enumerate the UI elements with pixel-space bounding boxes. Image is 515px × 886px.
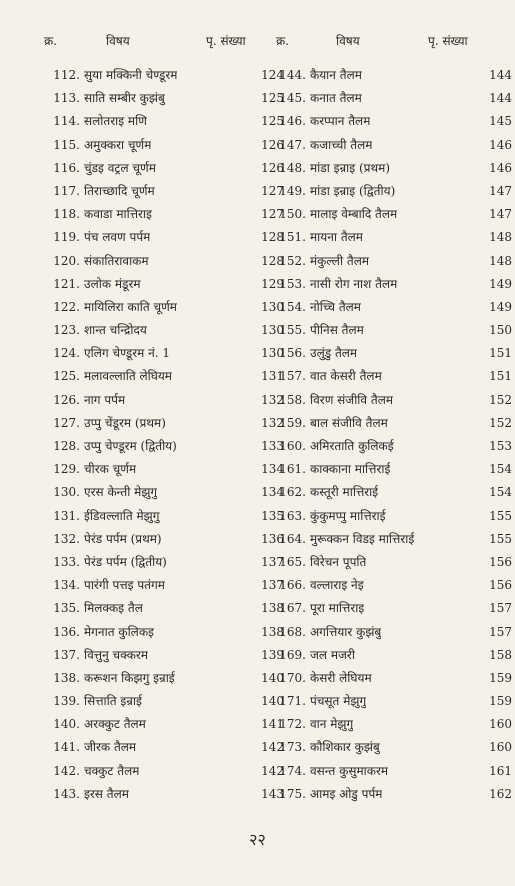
- entry-page-number: 149: [489, 276, 512, 291]
- right-index-column: [276, 64, 515, 806]
- header-kr-right: क्र.: [276, 34, 290, 48]
- entry-number: 141.: [53, 740, 80, 755]
- entry-page-number: 127: [261, 207, 284, 222]
- index-entry: [44, 597, 284, 620]
- entry-number: 114.: [53, 114, 80, 129]
- index-entry: [276, 667, 515, 690]
- entry-number: 161.: [279, 462, 306, 477]
- index-entry: [44, 667, 284, 690]
- entry-page-number: 156: [489, 554, 512, 569]
- page-number: २२: [249, 830, 266, 849]
- entry-page-number: 142: [261, 763, 284, 778]
- entry-page-number: 144: [489, 68, 512, 82]
- entry-number: 170.: [279, 670, 306, 685]
- entry-page-number: 137: [261, 578, 284, 593]
- entry-number: 134.: [53, 578, 80, 593]
- entry-title: चुंडइ वट्रल चूर्णम: [84, 160, 156, 175]
- index-entry: [276, 481, 515, 504]
- entry-title: कनात तैलम: [310, 91, 362, 106]
- index-entry: [44, 226, 284, 249]
- index-entry: [276, 736, 515, 759]
- index-entry: [44, 412, 284, 435]
- entry-page-number: 125: [261, 91, 284, 106]
- entry-title: मांडा इन्राइ (द्वितीय): [310, 183, 396, 198]
- entry-number: 171.: [279, 694, 306, 709]
- index-entry: [276, 203, 515, 226]
- index-entry: [276, 458, 515, 481]
- index-entry: [276, 435, 515, 458]
- entry-title: नासी रोग नाश तैलम: [310, 276, 398, 291]
- entry-title: बाल संजीवि तैलम: [310, 415, 388, 430]
- entry-page-number: 137: [261, 554, 284, 569]
- entry-number: 123.: [53, 323, 80, 338]
- entry-page-number: 161: [489, 763, 512, 778]
- entry-page-number: 146: [489, 160, 512, 175]
- entry-title: मायिलिरा काति चूर्णम: [84, 299, 177, 314]
- index-entry: [276, 157, 515, 180]
- entry-title: मुरूक्कन विडइ मात्तिराई: [310, 531, 415, 546]
- entry-title: उप्पु चेण्डूरम (द्वितीय): [84, 439, 177, 453]
- entry-title: मिलक्कइ तैल: [84, 601, 143, 616]
- entry-number: 167.: [279, 601, 306, 616]
- index-entry: [44, 783, 284, 806]
- index-entry: [44, 389, 284, 412]
- column-header: [0, 32, 515, 52]
- entry-page-number: 155: [489, 531, 512, 546]
- index-entry: [44, 157, 284, 180]
- entry-page-number: 157: [489, 624, 512, 639]
- entry-number: 166.: [279, 578, 306, 593]
- entry-title: ईडिवल्लाति मेझुगु: [84, 508, 160, 523]
- entry-title: काक्काना मात्तिराई: [310, 462, 391, 477]
- entry-page-number: 134: [261, 485, 284, 500]
- entry-title: जीरक तैलम: [84, 740, 137, 755]
- entry-title: विरेचन पूपति: [310, 554, 367, 569]
- entry-title: अमिरताति कुलिकई: [310, 439, 394, 453]
- index-entry: [44, 458, 284, 481]
- left-index-column: [44, 64, 284, 806]
- entry-number: 162.: [279, 485, 306, 500]
- entry-page-number: 145: [489, 114, 512, 129]
- entry-page-number: 157: [489, 601, 512, 616]
- entry-number: 172.: [279, 717, 306, 732]
- entry-page-number: 148: [489, 253, 512, 268]
- index-entry: [44, 180, 284, 203]
- entry-page-number: 138: [261, 601, 284, 616]
- entry-page-number: 134: [261, 462, 284, 477]
- entry-number: 155.: [279, 323, 306, 338]
- entry-number: 129.: [53, 462, 80, 477]
- index-entry: [276, 690, 515, 713]
- entry-page-number: 154: [489, 485, 512, 500]
- entry-title: अमुक्करा चूर्णम: [84, 137, 152, 152]
- header-page-left: पृ. संख्या: [206, 34, 246, 48]
- entry-page-number: 132: [261, 415, 284, 430]
- entry-title: चीरक चूर्णम: [84, 462, 137, 477]
- entry-title: मेगनात कुलिकइ: [84, 624, 154, 639]
- index-entry: [44, 644, 284, 667]
- entry-title: केसरी लेघियम: [310, 670, 372, 685]
- index-entry: [276, 273, 515, 296]
- entry-page-number: 135: [261, 508, 284, 523]
- index-entry: [276, 342, 515, 365]
- entry-number: 157.: [279, 369, 306, 384]
- entry-title: चक्कुट तैलम: [84, 763, 140, 778]
- entry-title: कैयान तैलम: [310, 68, 362, 82]
- entry-page-number: 131: [261, 369, 284, 384]
- index-entry: [276, 574, 515, 597]
- entry-title: वात केसरी तैलम: [310, 369, 382, 384]
- index-entry: [276, 713, 515, 736]
- entry-page-number: 128: [261, 253, 284, 268]
- index-entry: [44, 574, 284, 597]
- entry-number: 160.: [279, 439, 306, 453]
- entry-number: 165.: [279, 554, 306, 569]
- entry-page-number: 150: [489, 323, 512, 338]
- entry-number: 169.: [279, 647, 306, 662]
- header-vishay-left: विषय: [106, 34, 130, 48]
- entry-page-number: 156: [489, 578, 512, 593]
- entry-page-number: 147: [489, 183, 512, 198]
- index-entry: [276, 110, 515, 133]
- index-entry: [276, 319, 515, 342]
- entry-number: 159.: [279, 415, 306, 430]
- entry-number: 158.: [279, 392, 306, 407]
- entry-page-number: 155: [489, 508, 512, 523]
- entry-title: एलिग चेण्डूरम नं. 1: [84, 346, 171, 361]
- entry-number: 174.: [279, 763, 306, 778]
- entry-number: 132.: [53, 531, 80, 546]
- index-entry: [276, 134, 515, 157]
- entry-title: पीनिस तैलम: [310, 323, 364, 338]
- entry-number: 130.: [53, 485, 80, 500]
- entry-title: कौशिकार कुझंबु: [310, 740, 380, 755]
- entry-page-number: 159: [489, 694, 512, 709]
- entry-page-number: 136: [261, 531, 284, 546]
- index-entry: [44, 203, 284, 226]
- entry-title: मांडा इन्राइ (प्रथम): [310, 160, 391, 175]
- entry-title: संकातिरावाकम: [84, 253, 149, 268]
- entry-number: 124.: [53, 346, 80, 361]
- index-entry: [276, 365, 515, 388]
- entry-title: पूरा मात्तिराइ: [310, 601, 365, 616]
- entry-page-number: 151: [489, 346, 512, 361]
- index-entry: [44, 273, 284, 296]
- entry-page-number: 146: [489, 137, 512, 152]
- entry-title: पेरंड पर्पम (प्रथम): [84, 531, 162, 546]
- entry-page-number: 132: [261, 392, 284, 407]
- index-entry: [44, 736, 284, 759]
- entry-number: 122.: [53, 299, 80, 314]
- index-entry: [44, 481, 284, 504]
- entry-page-number: 160: [489, 717, 512, 732]
- entry-title: सुया मक्किनी चेण्डूरम: [84, 68, 178, 82]
- entry-number: 164.: [279, 531, 306, 546]
- entry-number: 140.: [53, 717, 80, 732]
- entry-number: 135.: [53, 601, 80, 616]
- entry-title: अरक्कुट तैलम: [84, 717, 146, 732]
- entry-number: 156.: [279, 346, 306, 361]
- entry-title: साति सम्बीर कुझंबु: [84, 91, 165, 106]
- entry-title: करप्पान तैलम: [310, 114, 371, 129]
- entry-title: करूशन किझगु इन्राई: [84, 670, 175, 685]
- index-entry: [44, 551, 284, 574]
- entry-page-number: 158: [489, 647, 512, 662]
- entry-page-number: 149: [489, 299, 512, 314]
- index-entry: [44, 760, 284, 783]
- entry-page-number: 125: [261, 114, 284, 129]
- entry-title: उलुंडु तैलम: [310, 346, 358, 361]
- entry-number: 126.: [53, 392, 80, 407]
- index-entry: [44, 64, 284, 87]
- entry-title: वित्तुनु चक्करम: [84, 647, 149, 662]
- index-entry: [44, 621, 284, 644]
- entry-page-number: 128: [261, 230, 284, 245]
- entry-page-number: 129: [261, 276, 284, 291]
- entry-number: 131.: [53, 508, 80, 523]
- index-entry: [44, 342, 284, 365]
- index-entry: [44, 87, 284, 110]
- entry-title: कस्तूरी मात्तिराई: [310, 485, 379, 500]
- entry-number: 173.: [279, 740, 306, 755]
- index-entry: [44, 319, 284, 342]
- entry-page-number: 143: [261, 786, 284, 801]
- entry-page-number: 133: [261, 439, 284, 453]
- index-entry: [276, 597, 515, 620]
- entry-title: नाग पर्पम: [84, 392, 126, 407]
- entry-number: 147.: [279, 137, 306, 152]
- index-entry: [276, 621, 515, 644]
- index-entry: [276, 528, 515, 551]
- index-entry: [44, 365, 284, 388]
- entry-title: उलोक मंडूरम: [84, 276, 141, 291]
- entry-number: 143.: [53, 786, 80, 801]
- entry-number: 138.: [53, 670, 80, 685]
- entry-page-number: 126: [261, 160, 284, 175]
- entry-title: पंचसूत मेझुगु: [310, 694, 367, 709]
- entry-number: 117.: [53, 183, 80, 198]
- entry-title: वसन्त कुसुमाकरम: [310, 763, 389, 778]
- index-entry: [276, 760, 515, 783]
- index-entry: [276, 226, 515, 249]
- entry-title: पेरंड पर्पम (द्वितीय): [84, 554, 167, 569]
- index-entry: [44, 250, 284, 273]
- entry-number: 115.: [53, 137, 80, 152]
- entry-title: अगत्तियार कुझंबु: [310, 624, 382, 639]
- index-entry: [44, 528, 284, 551]
- entry-title: मालाइ वेम्बादि तैलम: [310, 207, 398, 222]
- entry-number: 118.: [53, 207, 80, 222]
- entry-page-number: 130: [261, 346, 284, 361]
- entry-number: 144.: [279, 68, 306, 82]
- entry-title: शान्त चन्द्रिोदय: [84, 323, 147, 338]
- entry-number: 154.: [279, 299, 306, 314]
- entry-page-number: 130: [261, 323, 284, 338]
- entry-page-number: 151: [489, 369, 512, 384]
- index-entry: [276, 250, 515, 273]
- entry-number: 120.: [53, 253, 80, 268]
- entry-page-number: 144: [489, 91, 512, 106]
- entry-title: नोच्चि तैलम: [310, 299, 361, 314]
- entry-number: 112.: [53, 68, 80, 82]
- entry-number: 151.: [279, 230, 306, 245]
- entry-number: 175.: [279, 786, 306, 801]
- entry-number: 145.: [279, 91, 306, 106]
- entry-title: उप्पु चेंडूरम (प्रथम): [84, 415, 166, 430]
- entry-title: वान मेझुगु: [310, 717, 354, 732]
- index-entry: [44, 110, 284, 133]
- entry-title: पंच लवण पर्पम: [84, 230, 151, 245]
- entry-title: तिराच्छादि चूर्णम: [84, 183, 155, 198]
- entry-title: कुंकुमप्पु मात्तिराई: [310, 508, 386, 523]
- index-entry: [276, 296, 515, 319]
- index-entry: [276, 412, 515, 435]
- index-entry: [44, 505, 284, 528]
- entry-number: 121.: [53, 276, 80, 291]
- entry-title: मलावल्लाति लेघियम: [84, 369, 172, 384]
- entry-number: 152.: [279, 253, 306, 268]
- entry-page-number: 154: [489, 462, 512, 477]
- index-entry: [276, 505, 515, 528]
- entry-page-number: 147: [489, 207, 512, 222]
- index-entry: [44, 296, 284, 319]
- header-page-right: पृ. संख्या: [428, 34, 468, 48]
- entry-page-number: 152: [489, 415, 512, 430]
- entry-page-number: 139: [261, 647, 284, 662]
- entry-number: 113.: [53, 91, 80, 106]
- entry-title: कवाडा मात्तिराइ: [84, 207, 152, 222]
- entry-page-number: 124: [261, 68, 284, 82]
- entry-number: 146.: [279, 114, 306, 129]
- entry-title: विरण संजीवि तैलम: [310, 392, 394, 407]
- entry-title: पारंगी पत्तइ पतंगम: [84, 578, 165, 593]
- entry-number: 150.: [279, 207, 306, 222]
- entry-number: 128.: [53, 439, 80, 453]
- entry-number: 149.: [279, 183, 306, 198]
- header-vishay-right: विषय: [336, 34, 360, 48]
- index-entry: [44, 134, 284, 157]
- entry-page-number: 126: [261, 137, 284, 152]
- index-entry: [44, 713, 284, 736]
- entry-title: आमइ ओडु पर्पम: [310, 786, 383, 801]
- entry-title: सलोतराइ मणि: [84, 114, 147, 129]
- entry-number: 153.: [279, 276, 306, 291]
- entry-title: मंकुल्ली तैलम: [310, 253, 370, 268]
- entry-page-number: 141: [261, 717, 284, 732]
- entry-title: वल्लाराइ नेइ: [310, 578, 364, 593]
- entry-number: 125.: [53, 369, 80, 384]
- entry-title: एरस केन्ती मेझुगु: [84, 485, 158, 500]
- entry-number: 119.: [53, 230, 80, 245]
- index-entry: [276, 180, 515, 203]
- entry-title: कजाच्ची तैलम: [310, 137, 373, 152]
- entry-page-number: 159: [489, 670, 512, 685]
- header-kr-left: क्र.: [44, 34, 58, 48]
- entry-page-number: 127: [261, 183, 284, 198]
- entry-title: सित्ताति इन्राई: [84, 694, 142, 709]
- entry-number: 133.: [53, 554, 80, 569]
- entry-number: 127.: [53, 415, 80, 430]
- entry-number: 137.: [53, 647, 80, 662]
- entry-title: मायना तैलम: [310, 230, 363, 245]
- entry-number: 139.: [53, 694, 80, 709]
- index-entry: [276, 64, 515, 87]
- entry-number: 116.: [53, 160, 80, 175]
- entry-title: इरस तैलम: [84, 786, 129, 801]
- index-entry: [276, 644, 515, 667]
- index-entry: [44, 435, 284, 458]
- entry-page-number: 140: [261, 670, 284, 685]
- entry-page-number: 130: [261, 299, 284, 314]
- entry-page-number: 140: [261, 694, 284, 709]
- entry-number: 142.: [53, 763, 80, 778]
- entry-page-number: 153: [489, 439, 512, 453]
- entry-number: 148.: [279, 160, 306, 175]
- entry-page-number: 160: [489, 740, 512, 755]
- index-entry: [276, 87, 515, 110]
- entry-page-number: 148: [489, 230, 512, 245]
- index-entry: [276, 389, 515, 412]
- index-entry: [276, 551, 515, 574]
- entry-number: 168.: [279, 624, 306, 639]
- entry-page-number: 162: [489, 786, 512, 801]
- index-entry: [44, 690, 284, 713]
- entry-number: 136.: [53, 624, 80, 639]
- entry-page-number: 152: [489, 392, 512, 407]
- entry-page-number: 138: [261, 624, 284, 639]
- entry-number: 163.: [279, 508, 306, 523]
- entry-title: जल मजरी: [310, 647, 355, 662]
- entry-page-number: 142: [261, 740, 284, 755]
- index-entry: [276, 783, 515, 806]
